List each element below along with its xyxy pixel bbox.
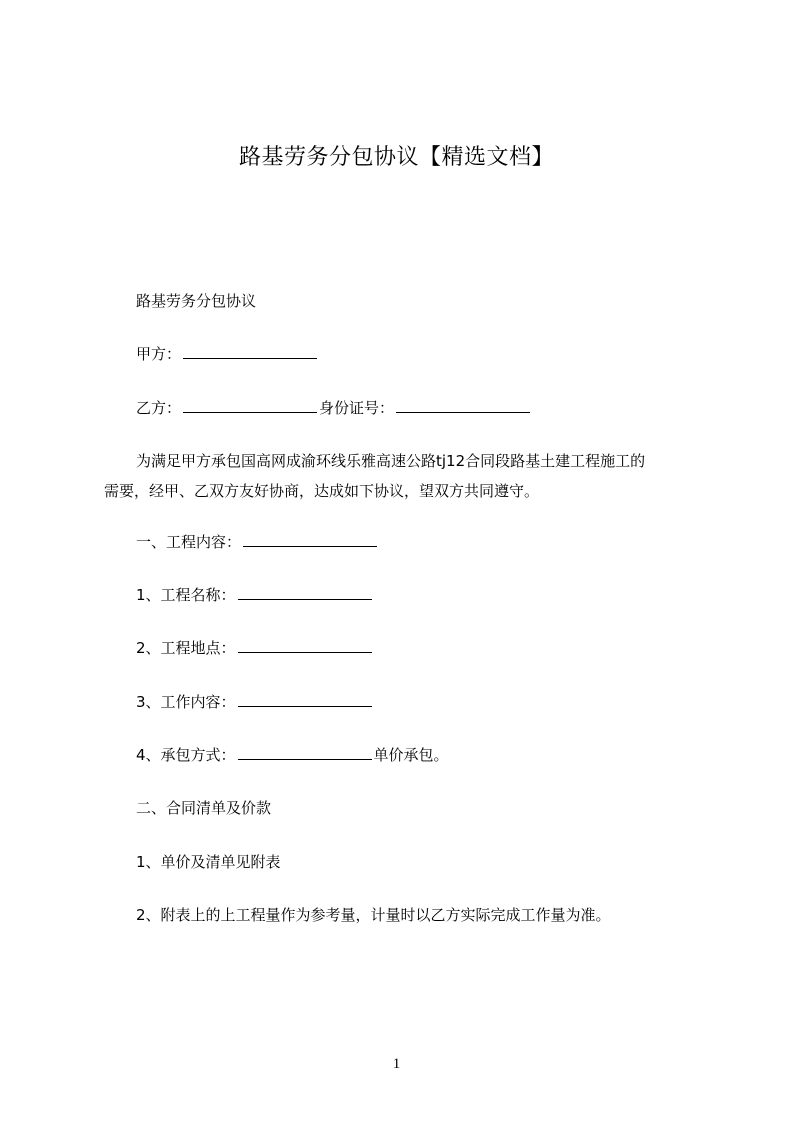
- item-4-line: [136, 745, 449, 765]
- item-1-blank: [238, 585, 372, 600]
- section-2-heading: 二、合同清单及价款: [136, 799, 272, 817]
- section-1-line: [136, 532, 379, 552]
- item-3-line: [136, 692, 374, 712]
- page-number: 1: [392, 1056, 401, 1072]
- item-2-1: 1、单价及清单见附表: [136, 853, 281, 871]
- item-3-label: 3、工作内容：: [136, 693, 236, 711]
- section-1-blank: [243, 532, 377, 547]
- item-2-2: 2、附表上的上工程量作为参考量，计量时以乙方实际完成工作量为准。: [136, 906, 611, 924]
- item-3-blank: [238, 692, 372, 707]
- section-1-heading: 一、工程内容：: [136, 533, 242, 551]
- agreement-heading: 路基劳务分包协议: [136, 292, 257, 310]
- party-a-label: 甲方：: [136, 345, 182, 363]
- intro-line-1: 为满足甲方承包国高网成渝环线乐雅高速公路tj12合同段路基土建工程施工的: [136, 452, 646, 470]
- item-4-label: 4、承包方式：: [136, 746, 236, 764]
- id-number-label: 身份证号：: [319, 399, 395, 417]
- intro-paragraph: [104, 446, 704, 506]
- item-1-label: 1、工程名称：: [136, 586, 236, 604]
- item-2-blank: [238, 638, 372, 653]
- party-a-blank: [183, 344, 317, 359]
- intro-line-2: 需要，经甲、乙双方友好协商，达成如下协议，望双方共同遵守。: [104, 482, 540, 500]
- item-4-blank: [238, 745, 372, 760]
- id-number-blank: [396, 398, 530, 413]
- item-4-suffix: 单价承包。: [373, 746, 449, 764]
- party-b-line: [136, 398, 532, 418]
- party-b-blank: [183, 398, 317, 413]
- item-1-line: [136, 585, 374, 605]
- document-title: 路基劳务分包协议【精选文档】: [238, 145, 554, 170]
- item-2-label: 2、工程地点：: [136, 639, 236, 657]
- item-2-line: [136, 638, 374, 658]
- party-a-line: [136, 344, 319, 364]
- party-b-label: 乙方：: [136, 399, 182, 417]
